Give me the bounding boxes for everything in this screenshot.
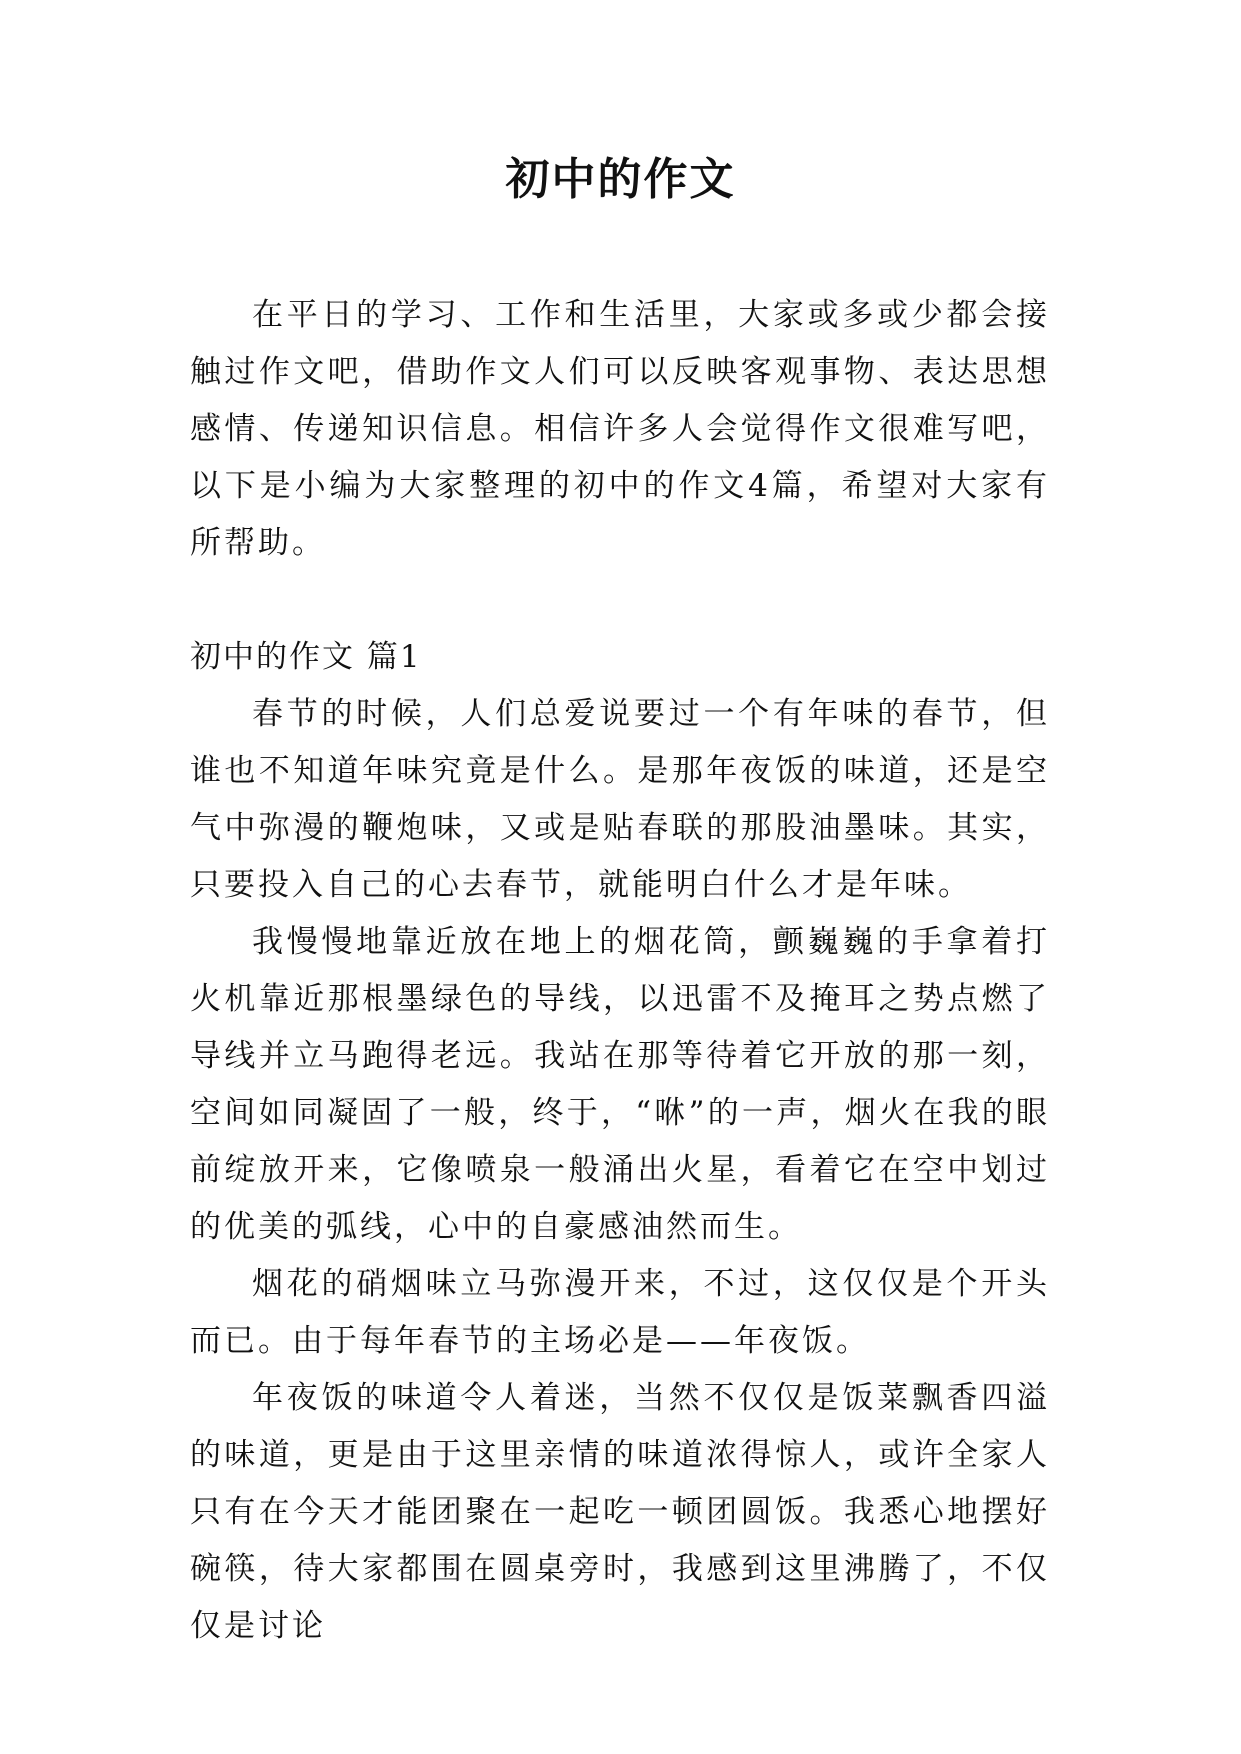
document-body <box>190 287 1050 1655</box>
intro-paragraph: 在平日的学习、工作和生活里，大家或多或少都会接触过作文吧，借助作文人们可以反映客观事物、表达思想感情、传递知识信息。相信许多人会觉得作文很难写吧，以下是小编为大家整理的初中的作文4篇，希望对大家有所帮助。 <box>190 297 1050 561</box>
body-paragraph: 年夜饭的味道令人着迷，当然不仅仅是饭菜飘香四溢的味道，更是由于这里亲情的味道浓得惊人，或许全家人只有在今天才能团聚在一起吃一顿团圆饭。我悉心地摆好碗筷，待大家都围在圆桌旁时，我感到这里沸腾了，不仅仅是讨论 <box>190 1380 1050 1644</box>
section-heading: 初中的作文 篇1 <box>190 639 422 675</box>
body-paragraph: 春节的时候，人们总爱说要过一个有年味的春节，但谁也不知道年味究竟是什么。是那年夜饭的味道，还是空气中弥漫的鞭炮味，又或是贴春联的那股油墨味。其实，只要投入自己的心去春节，就能明白什么才是年味。 <box>190 696 1050 903</box>
paragraph-spacer <box>190 572 1050 629</box>
body-paragraph: 烟花的硝烟味立马弥漫开来，不过，这仅仅是个开头而已。由于每年春节的主场必是——年夜饭。 <box>190 1266 1050 1359</box>
document-title: 初中的作文 <box>505 154 736 205</box>
body-paragraph: 我慢慢地靠近放在地上的烟花筒，颤巍巍的手拿着打火机靠近那根墨绿色的导线，以迅雷不及掩耳之势点燃了导线并立马跑得老远。我站在那等待着它开放的那一刻，空间如同凝固了一般，终于，“咻”的一声，烟火在我的眼前绽放开来，它像喷泉一般涌出火星，看着它在空中划过的优美的弧线，心中的自豪感油然而生。 <box>190 924 1050 1245</box>
